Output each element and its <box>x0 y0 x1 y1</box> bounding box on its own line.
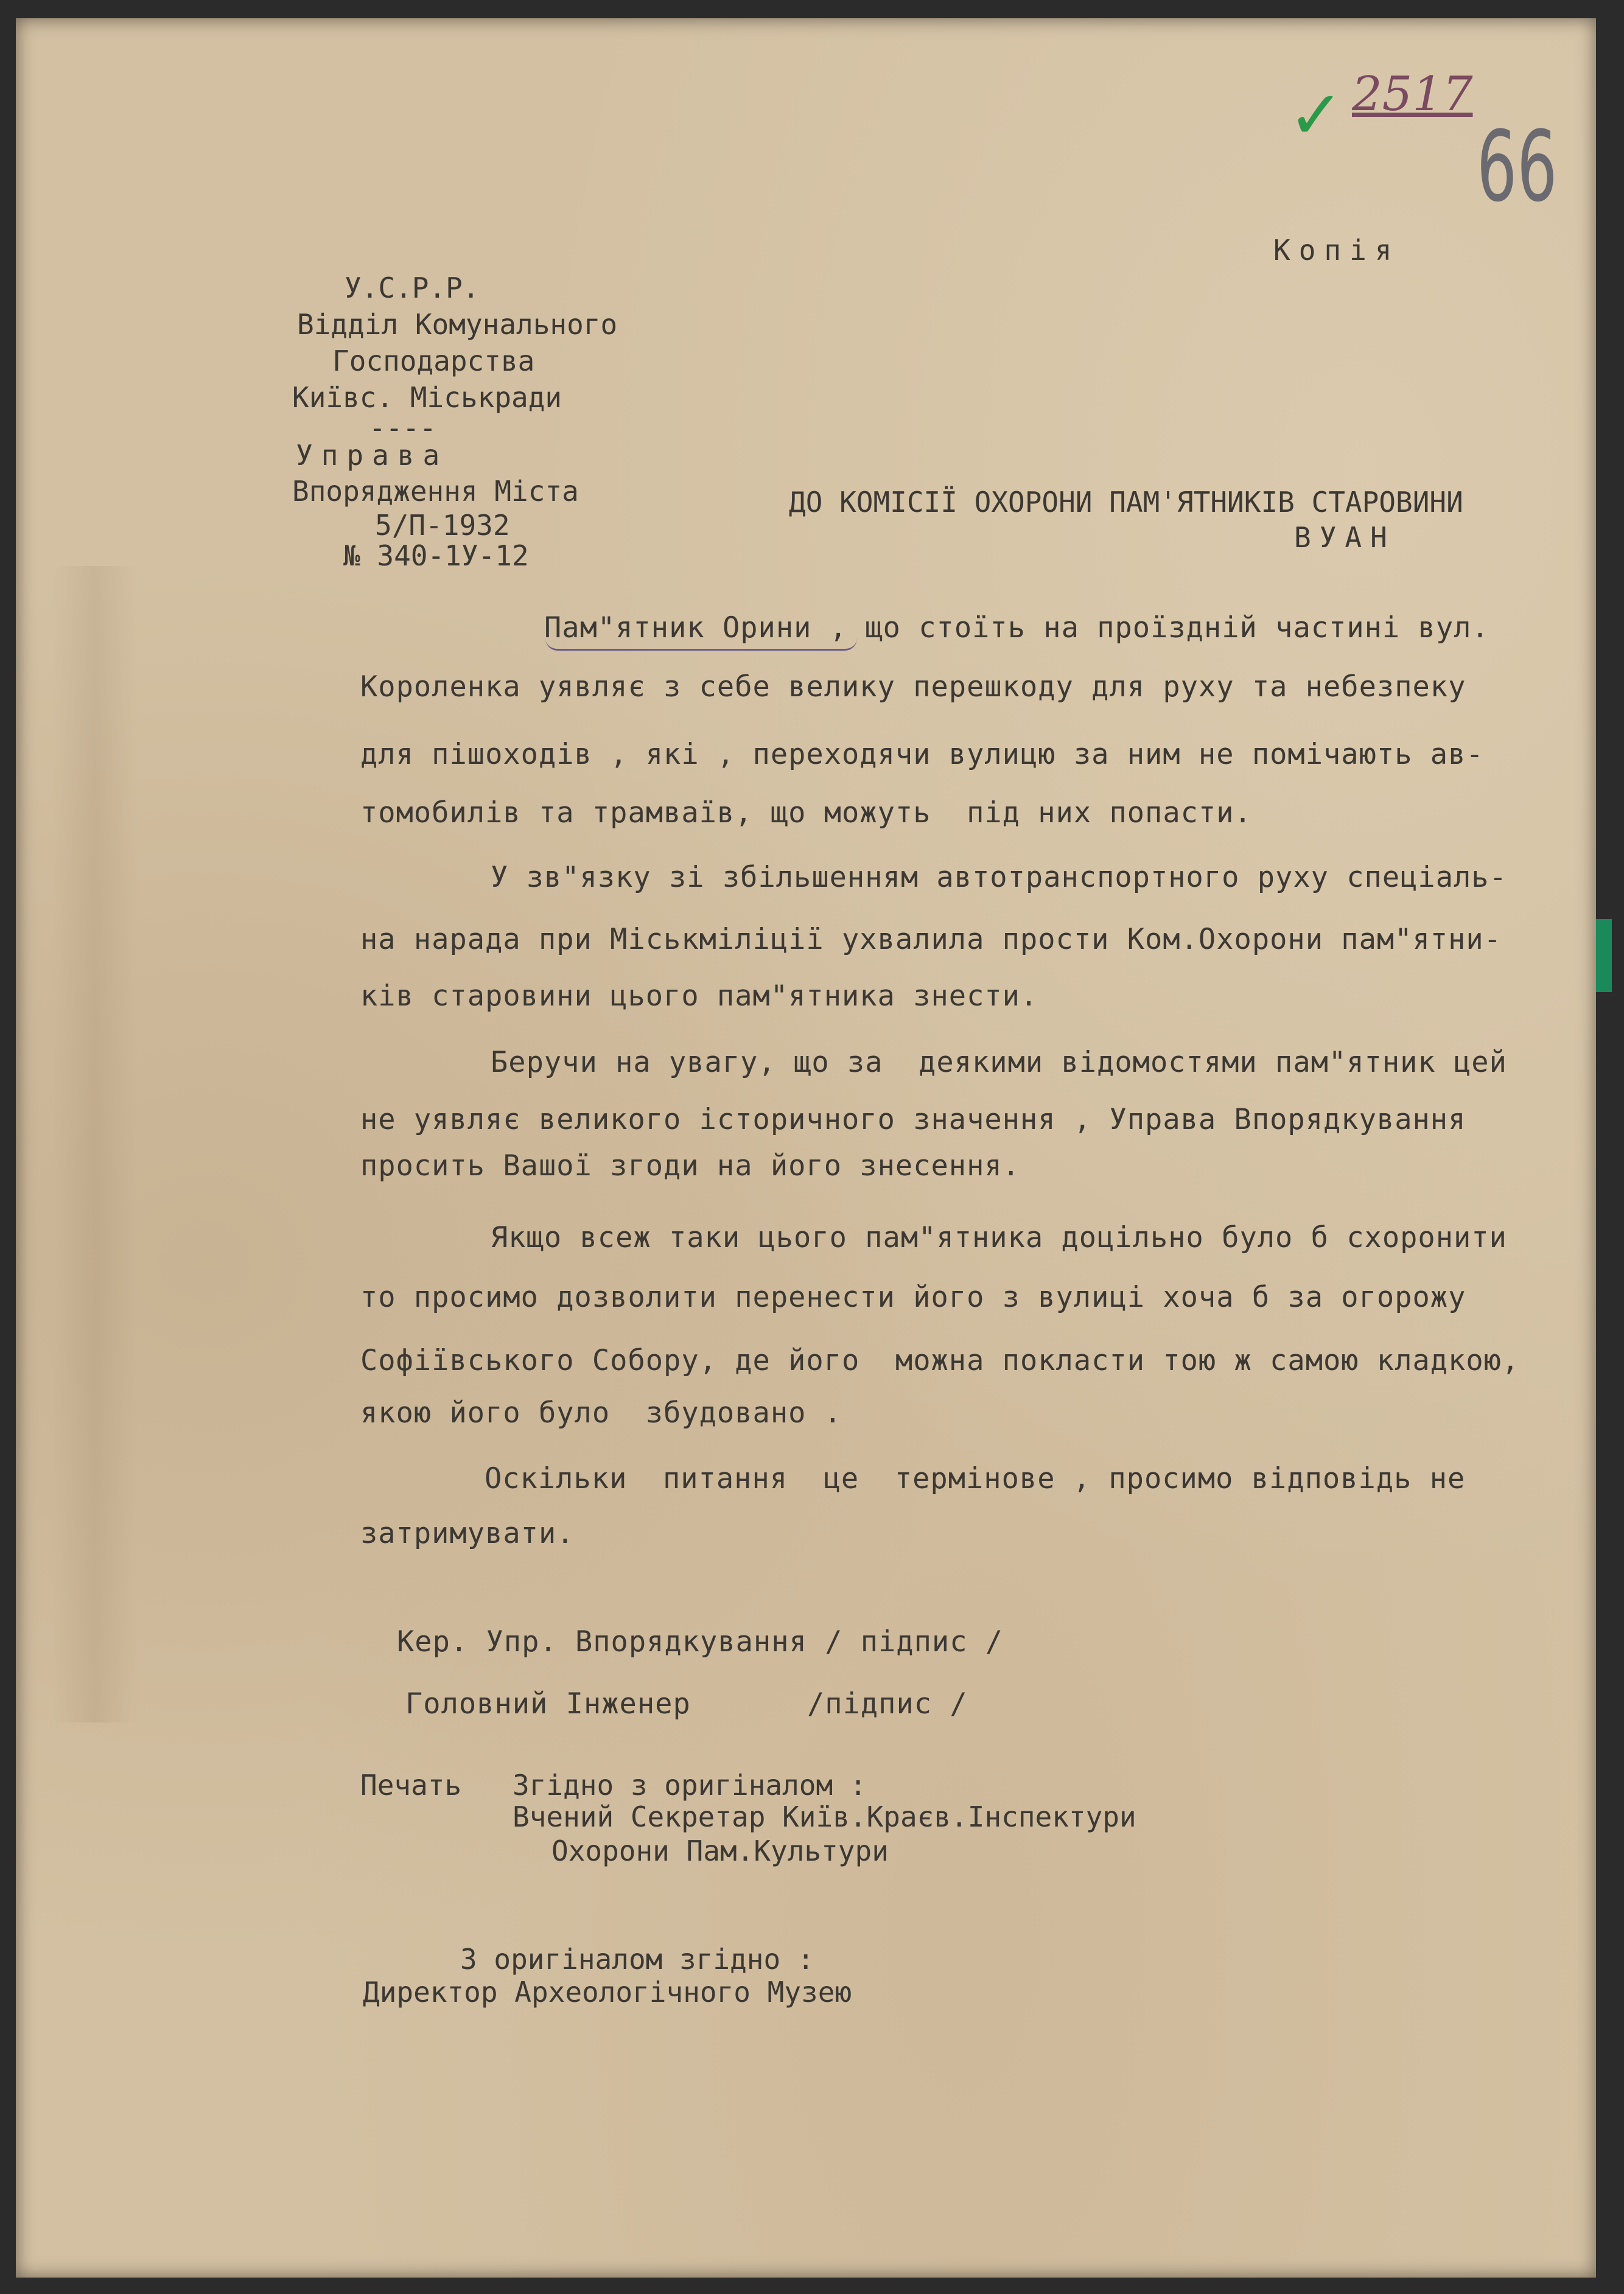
sender-line-economy: Господарства <box>332 344 535 377</box>
sender-line-improvement: Впорядження Міста <box>292 475 579 508</box>
pencil-folio-number: 66 <box>1477 110 1558 223</box>
paragraph-1-line-1: Пам"ятник Орини , що стоїть на проїздній частині вул. <box>544 611 1489 645</box>
stamp-label: Печать <box>360 1769 462 1802</box>
paragraph-1-line-3: для пішоходів , які , переходячи вулицю за ним не помічають ав- <box>360 738 1484 771</box>
paragraph-5-line-1: Оскільки питання це термінове , просимо відповідь не <box>485 1462 1466 1495</box>
paragraph-3-line-1: Беручи на увагу, що за деякими відомостями пам"ятник цей <box>491 1046 1507 1079</box>
sender-date: 5/П-1932 <box>375 509 510 542</box>
signature-head-of-board: Кер. Упр. Впорядкування / підпис / <box>397 1625 1004 1659</box>
document-page <box>16 18 1596 2278</box>
signature-chief-engineer-note: /підпис / <box>807 1687 968 1721</box>
paragraph-5-line-2: затримувати. <box>360 1517 575 1550</box>
green-check-mark: ✓ <box>1288 76 1345 154</box>
paragraph-3-line-2: не уявляє великого історичного значення , Управа Впорядкування <box>360 1103 1466 1136</box>
paper-fold-shade <box>52 566 138 1722</box>
sender-line-board: Управа <box>296 439 449 472</box>
final-certification-line-1: З оригіналом згідно : <box>460 1943 814 1976</box>
paragraph-1-line-2: Короленка уявляє з себе велику перешкоду для руху та небезпеку <box>360 670 1466 704</box>
certification-line-1: Згідно з оригіналом : <box>513 1769 867 1802</box>
paragraph-4-line-4: якою його було збудовано . <box>360 1396 842 1430</box>
signature-chief-engineer: Головний Інженер <box>405 1687 691 1721</box>
addressee-vuan: ВУАН <box>1294 521 1396 554</box>
paragraph-4-line-2: то просимо дозволити перенести його з вулиці хоча б за огорожу <box>360 1281 1466 1314</box>
archive-tab-marker <box>1596 919 1612 992</box>
paragraph-1-line-4: томобилів та трамваїв, що можуть під них попасти. <box>360 796 1252 830</box>
sender-separator: ---- <box>369 411 436 444</box>
sender-line-department: Відділ Комунального <box>297 308 618 341</box>
final-certification-line-2: Директор Археологічного Музею <box>363 1976 852 2009</box>
paragraph-2-line-2: на нарада при Міськміліції ухвалила прости Ком.Охорони пам"ятни- <box>360 923 1502 956</box>
certification-line-2: Вчений Секретар Київ.Краєв.Інспектури <box>513 1800 1136 1833</box>
sender-line-ussr: У.С.Р.Р. <box>345 271 480 304</box>
paragraph-4-line-3: Софіївського Собору, де його можна покласти тою ж самою кладкою, <box>360 1344 1520 1377</box>
certification-line-3: Охорони Пам.Культури <box>551 1834 889 1867</box>
paragraph-2-line-1: У зв"язку зі збільшенням автотранспортного руху спеціаль- <box>491 861 1507 894</box>
paragraph-3-line-3: просить Вашої згоди на його знесення. <box>360 1149 1020 1183</box>
copy-label: Копія <box>1273 234 1401 267</box>
addressee-commission: ДО КОМІСІЇ ОХОРОНИ ПАМ'ЯТНИКІВ СТАРОВИНИ <box>789 486 1463 519</box>
sender-line-council: Київс. Міськради <box>292 381 562 414</box>
sender-reference-number: № 340-1У-12 <box>343 539 529 572</box>
handwritten-ink-number: 2517 <box>1352 67 1473 122</box>
paragraph-2-line-3: ків старовини цього пам"ятника знести. <box>360 979 1038 1013</box>
ink-underline-mark <box>545 633 857 651</box>
paragraph-4-line-1: Якщо всеж таки цього пам"ятника доцільно було б схоронити <box>491 1221 1507 1254</box>
